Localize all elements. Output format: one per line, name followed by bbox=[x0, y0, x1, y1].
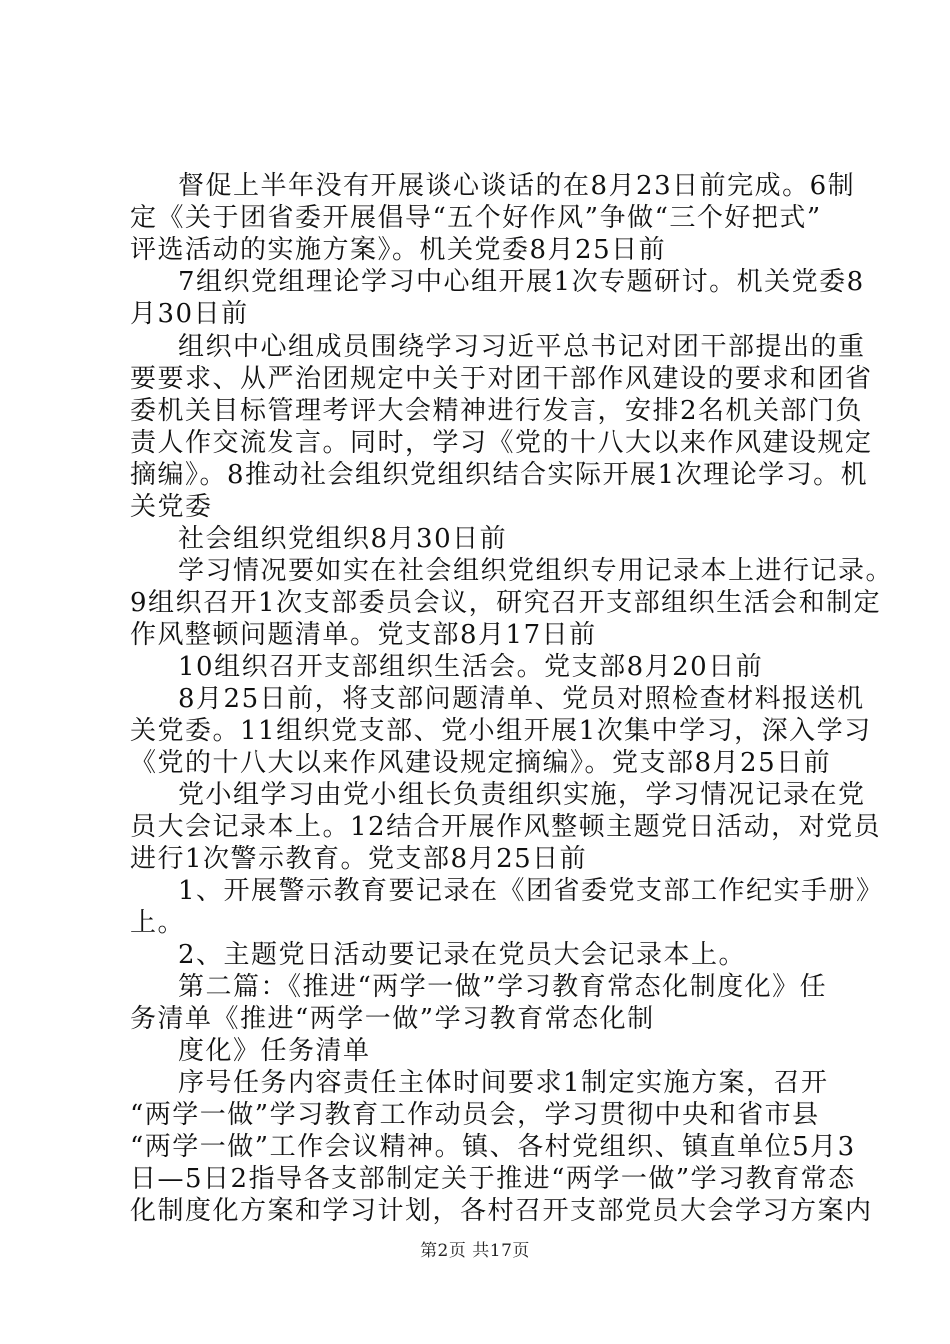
section-heading: 第二篇：《推进“两学一做”学习教育常态化制度化》任 bbox=[178, 972, 828, 1002]
text-line: 社会组织党组织8月30日前 bbox=[178, 524, 508, 554]
text-line: 日—5日2指导各支部制定关于推进“两学一做”学习教育常态 bbox=[130, 1164, 856, 1194]
text-line: 2、主题党日活动要记录在党员大会记录本上。 bbox=[178, 940, 747, 970]
text-line: 督促上半年没有开展谈心谈话的在8月23日前完成。6制 bbox=[178, 171, 856, 201]
text-line: “两学一做”工作会议精神。镇、各村党组织、镇直单位5月3 bbox=[130, 1132, 856, 1162]
text-line: 上。 bbox=[130, 908, 186, 938]
text-line: 组织中心组成员围绕学习习近平总书记对团干部提出的重 bbox=[178, 332, 866, 362]
text-line: 月30日前 bbox=[130, 299, 249, 329]
text-line: 学习情况要如实在社会组织党组织专用记录本上进行记录。 bbox=[178, 556, 894, 586]
text-line: 关党委 bbox=[130, 492, 213, 522]
text-line: 关党委。11组织党支部、党小组开展1次集中学习，深入学习 bbox=[130, 716, 872, 746]
text-line: 要要求、从严治团规定中关于对团干部作风建设的要求和团省 bbox=[130, 364, 873, 394]
text-line: 员大会记录本上。12结合开展作风整顿主题党日活动，对党员 bbox=[130, 812, 882, 842]
section-heading: 务清单《推进“两学一做”学习教育常态化制 bbox=[130, 1004, 655, 1034]
text-line: 9组织召开1次支部委员会议，研究召开支部组织生活会和制定 bbox=[130, 588, 882, 618]
text-line: 进行1次警示教育。党支部8月25日前 bbox=[130, 844, 588, 874]
text-line: 7组织党组理论学习中心组开展1次专题研讨。机关党委8 bbox=[178, 267, 865, 297]
text-line: 定《关于团省委开展倡导“五个好作风”争做“三个好把式” bbox=[130, 203, 822, 233]
text-line: 评选活动的实施方案》。机关党委8月25日前 bbox=[130, 235, 667, 265]
section-heading: 度化》任务清单 bbox=[178, 1036, 371, 1066]
text-line: 8月25日前，将支部问题清单、党员对照检查材料报送机 bbox=[178, 684, 865, 714]
text-line: 委机关目标管理考评大会精神进行发言，安排2名机关部门负 bbox=[130, 396, 864, 426]
text-line: 作风整顿问题清单。党支部8月17日前 bbox=[130, 620, 597, 650]
text-line: 《党的十八大以来作风建设规定摘编》。党支部8月25日前 bbox=[130, 748, 832, 778]
text-line: 化制度化方案和学习计划，各村召开支部党员大会学习方案内 bbox=[130, 1196, 873, 1226]
text-line: 摘编》。8推动社会组织党组织结合实际开展1次理论学习。机 bbox=[130, 460, 869, 490]
text-line: 1、开展警示教育要记录在《团省委党支部工作纪实手册》 bbox=[178, 876, 884, 906]
text-line: “两学一做”学习教育工作动员会，学习贯彻中央和省市县 bbox=[130, 1100, 820, 1130]
page-number: 第2页 共17页 bbox=[420, 1241, 530, 1261]
text-line: 党小组学习由党小组长负责组织实施，学习情况记录在党 bbox=[178, 780, 866, 810]
text-line: 序号任务内容责任主体时间要求1制定实施方案，召开 bbox=[178, 1068, 829, 1098]
text-line: 10组织召开支部组织生活会。党支部8月20日前 bbox=[178, 652, 764, 682]
text-line: 责人作交流发言。同时，学习《党的十八大以来作风建设规定 bbox=[130, 428, 873, 458]
